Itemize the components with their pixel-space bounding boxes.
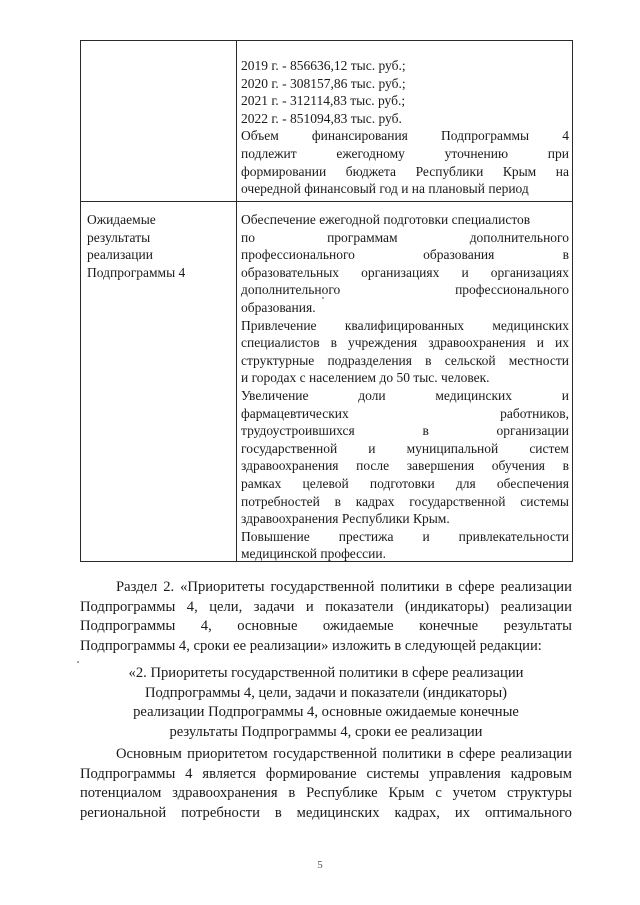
- word: в: [425, 352, 432, 368]
- word: рамках: [241, 475, 282, 491]
- word: 4: [562, 128, 569, 144]
- word: Основным: [116, 746, 182, 762]
- word: завершения: [406, 458, 475, 474]
- word: организации: [496, 423, 569, 439]
- word: профессионального: [241, 247, 355, 263]
- result-line: Обеспечение ежегодной подготовки специалистов: [241, 212, 531, 227]
- funding-cell: [241, 57, 569, 198]
- paragraph-line: [80, 784, 572, 804]
- word: системы: [366, 765, 420, 782]
- word: систем: [529, 440, 569, 456]
- word: с: [435, 785, 442, 801]
- section-change-paragraph: [80, 578, 572, 656]
- word: на: [555, 163, 569, 179]
- word: дополнительного: [469, 229, 569, 245]
- word: и: [536, 335, 544, 351]
- word: в: [334, 493, 342, 509]
- word: 4,: [200, 618, 212, 634]
- word: 4,: [186, 598, 198, 615]
- word: в: [562, 458, 569, 474]
- word: задачи: [253, 598, 295, 615]
- result-line: [241, 352, 569, 370]
- results-label-line: результаты: [87, 229, 151, 245]
- word: в: [446, 746, 454, 762]
- word: обучения: [491, 458, 546, 474]
- word: (индикаторы): [404, 598, 490, 615]
- word: и: [561, 387, 569, 403]
- results-label-line: Подпрограммы 4: [87, 264, 186, 280]
- word: доли: [358, 387, 386, 403]
- heading-line: реализации Подпрограммы 4, основные ожидаемые конечные: [133, 704, 519, 720]
- word: Подпрограммы: [80, 765, 176, 782]
- word: в: [445, 579, 453, 595]
- word: является: [202, 765, 256, 782]
- result-line: здравоохранения Республики Крым.: [241, 511, 450, 527]
- word: подготовки: [369, 475, 435, 491]
- word: потребностей: [241, 493, 320, 509]
- page-number: 5: [317, 859, 323, 871]
- word: реализации: [500, 746, 572, 762]
- table-row-divider: [81, 201, 572, 202]
- word: кадрах,: [394, 804, 440, 821]
- result-line: [241, 281, 569, 299]
- word: по: [241, 229, 255, 245]
- word: после: [356, 458, 390, 474]
- word: и: [422, 528, 430, 544]
- word: организациях: [361, 264, 440, 280]
- word: ежегодному: [336, 145, 405, 161]
- paragraph-line: [80, 578, 572, 598]
- word: образования: [423, 247, 495, 263]
- result-line: [241, 264, 569, 282]
- result-line: [241, 405, 569, 423]
- word: региональной: [80, 804, 167, 821]
- word: основные: [237, 618, 298, 634]
- paragraph-line: [80, 765, 572, 785]
- word: медицинских: [492, 317, 569, 333]
- word: целевой: [302, 475, 349, 491]
- word: профессионального: [455, 282, 569, 298]
- results-cell: [241, 211, 569, 563]
- word: Республики: [415, 163, 484, 179]
- word: системы: [520, 493, 569, 509]
- funding-line: 2020 г. - 308157,86 тыс. руб.;: [241, 75, 406, 91]
- word: государственной: [273, 746, 378, 762]
- word: в: [562, 247, 569, 263]
- word: Привлечение: [241, 317, 317, 333]
- word: формирование: [265, 765, 357, 782]
- heading-line: результаты Подпрограммы 4, сроки ее реализации: [169, 723, 483, 740]
- result-line: [241, 475, 569, 493]
- word: привлекательности: [458, 528, 569, 544]
- word: в: [422, 423, 429, 439]
- word: муниципальной: [406, 440, 499, 456]
- word: управления: [429, 765, 501, 782]
- word: государственной: [241, 440, 338, 456]
- word: 4: [185, 765, 193, 782]
- word: политики: [380, 579, 440, 595]
- word: квалифицированных: [344, 317, 465, 333]
- word: ожидаемые: [322, 618, 394, 634]
- word: программам: [327, 229, 398, 245]
- paragraph-line: Подпрограммы 4, сроки ее реализации» изложить в следующей редакции:: [80, 637, 542, 654]
- word: Крым: [388, 785, 425, 801]
- word: кадровым: [510, 765, 572, 782]
- word: в: [274, 804, 282, 821]
- heading-line: Подпрограммы 4, цели, задачи и показатели (индикаторы): [144, 684, 508, 701]
- result-line: [241, 422, 569, 440]
- word: здравоохранения: [172, 785, 278, 801]
- word: здравоохранения: [428, 335, 526, 351]
- paragraph-line: [80, 598, 572, 618]
- word: медицинских: [296, 804, 380, 821]
- result-line: [241, 528, 569, 546]
- word: для: [455, 475, 476, 491]
- result-line: [241, 317, 569, 335]
- word: подлежит: [241, 145, 297, 161]
- funding-line: 2022 г. - 851094,83 тыс. руб.: [241, 110, 402, 126]
- word: Повышение: [241, 528, 310, 544]
- word: фармацевтических: [241, 405, 349, 421]
- word: Подпрограммы: [80, 618, 176, 634]
- word: результаты: [503, 618, 572, 634]
- word: цели,: [209, 598, 243, 615]
- word: организациях: [490, 264, 569, 280]
- word: и: [368, 440, 376, 456]
- word: реализации: [500, 598, 572, 615]
- word: Крым: [502, 163, 537, 179]
- result-line: образования.: [241, 299, 316, 315]
- word: формировании: [241, 163, 327, 179]
- word: государственной: [270, 579, 375, 595]
- word: их: [555, 335, 569, 351]
- word: в: [288, 785, 296, 801]
- paragraph-line: [80, 617, 572, 637]
- word: специалистов: [241, 335, 320, 351]
- word: при: [547, 145, 569, 161]
- word: и: [461, 264, 469, 280]
- result-line: [241, 229, 569, 247]
- result-line: [241, 334, 569, 352]
- word: структуры: [507, 785, 572, 801]
- word: реализации: [500, 579, 572, 595]
- word: медицинских: [435, 387, 513, 403]
- word: потребности: [181, 804, 260, 821]
- word: Республике: [306, 785, 378, 801]
- word: престижа: [338, 528, 394, 544]
- word: местности: [508, 352, 569, 368]
- word: обеспечения: [496, 475, 569, 491]
- word: потенциалом: [80, 785, 162, 801]
- word: сфере: [458, 746, 496, 762]
- result-line: [241, 440, 569, 458]
- word: их: [454, 804, 471, 821]
- results-label-line: реализации: [87, 247, 153, 263]
- word: политики: [382, 746, 442, 762]
- word: кадрах: [355, 493, 395, 509]
- result-line: медицинской профессии.: [241, 546, 386, 562]
- word: бюджета: [345, 163, 397, 179]
- passport-table: [80, 40, 573, 562]
- word: конечные: [419, 618, 479, 634]
- result-line: [241, 493, 569, 511]
- word: «Приоритеты: [180, 579, 265, 595]
- results-label-line: Ожидаемые: [87, 212, 156, 227]
- paragraph-line: [80, 804, 572, 824]
- result-line: [241, 387, 569, 405]
- word: Раздел: [116, 579, 158, 595]
- word: работников,: [500, 405, 569, 421]
- word: показатели: [325, 598, 394, 615]
- funding-note-line: очередной финансовый год и на плановый период: [241, 181, 529, 197]
- word: 2.: [163, 579, 175, 595]
- word: образовательных: [241, 264, 340, 280]
- word: Увеличение: [241, 387, 309, 403]
- word: здравоохранения: [241, 458, 339, 474]
- result-line: [241, 457, 569, 475]
- scan-speck: [322, 297, 324, 299]
- word: в: [330, 335, 337, 351]
- word: структурные: [241, 352, 315, 368]
- word: трудоустроившихся: [241, 423, 355, 439]
- table-column-divider: [236, 41, 237, 561]
- heading-line: «2. Приоритеты государственной политики в сфере реализации: [128, 665, 524, 681]
- paragraph-line: [80, 745, 572, 765]
- priority-paragraph: [80, 745, 572, 823]
- word: учреждения: [348, 335, 418, 351]
- word: оптимального: [484, 804, 572, 821]
- word: Объем: [241, 128, 279, 144]
- word: дополнительного: [241, 282, 341, 298]
- results-label-cell: [87, 211, 232, 281]
- word: Подпрограммы: [80, 598, 176, 615]
- section-heading: [80, 664, 572, 742]
- funding-note-line: [241, 145, 569, 163]
- funding-line: 2019 г. - 856636,12 тыс. руб.;: [241, 58, 406, 73]
- word: приоритетом: [187, 746, 268, 762]
- funding-note-line: [241, 127, 569, 145]
- word: уточнению: [444, 145, 509, 161]
- word: финансирования: [311, 128, 408, 144]
- scan-speck: [77, 661, 79, 663]
- result-line: [241, 246, 569, 264]
- funding-line: 2021 г. - 312114,83 тыс. руб.;: [241, 93, 406, 109]
- result-line: и городах с населением до 50 тыс. человек.: [241, 370, 490, 386]
- word: Подпрограммы: [440, 128, 530, 144]
- word: сфере: [458, 579, 495, 595]
- word: учетом: [452, 785, 497, 801]
- funding-note-line: [241, 163, 569, 181]
- word: государственной: [409, 493, 506, 509]
- word: сельской: [444, 352, 496, 368]
- word: подразделения: [327, 352, 412, 368]
- word: и: [305, 598, 314, 615]
